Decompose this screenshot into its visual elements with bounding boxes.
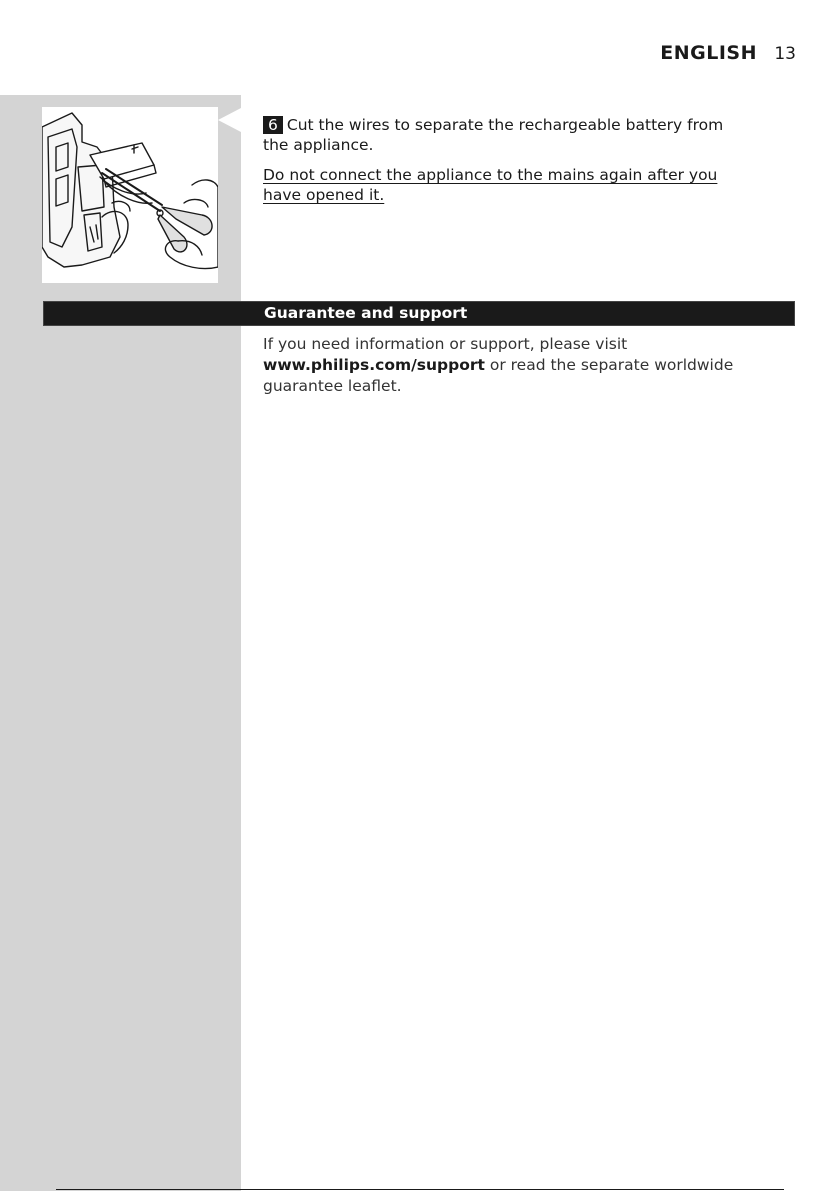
warning-note: Do not connect the appliance to the mains again after you have opened it.: [263, 166, 718, 204]
guarantee-paragraph: [263, 334, 763, 397]
paragraph-text-end: or read the separate worldwide guarantee leaflet.: [263, 356, 734, 395]
section-header-bar: [43, 301, 795, 326]
page-number: 13: [774, 44, 796, 64]
battery-cutting-illustration: [42, 107, 218, 283]
footer-rule: [56, 1189, 784, 1190]
section-title: Guarantee and support: [264, 304, 468, 322]
step-text: Cut the wires to separate the rechargeable battery from the appliance.: [263, 116, 724, 154]
step-6: [263, 115, 733, 155]
paragraph-text-start: If you need information or support, please visit: [263, 335, 628, 353]
support-link[interactable]: www.philips.com/support: [263, 356, 485, 374]
step-number-badge: 6: [263, 116, 283, 134]
hands-scissors-icon: [42, 107, 218, 283]
language-header: ENGLISH: [660, 42, 757, 64]
callout-pointer: [218, 108, 241, 132]
